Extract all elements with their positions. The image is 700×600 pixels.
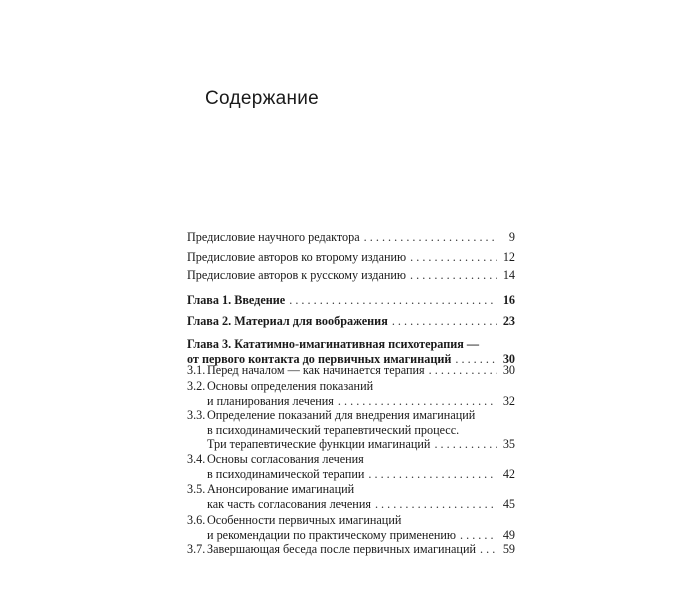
toc-entry-line (187, 379, 515, 394)
toc-entry-line (187, 394, 515, 409)
toc-dot-leader (364, 230, 497, 245)
toc-entry-title: Особенности первичных имагинаций (207, 513, 402, 527)
toc-page-number: 12 (502, 250, 515, 264)
toc-entry-title: Предисловие авторов ко второму изданию (187, 250, 407, 264)
toc-entry-line (187, 513, 515, 528)
toc-page-number: 23 (502, 314, 515, 328)
toc-dot-leader (338, 394, 497, 409)
toc-entry-line (187, 230, 515, 245)
toc-entry-title: Основы определения показаний (207, 379, 374, 393)
toc-dot-leader (368, 467, 497, 482)
toc-entry-title: Предисловие научного редактора (187, 230, 360, 244)
toc-entry (187, 452, 515, 481)
toc-entry-line (187, 497, 515, 512)
toc-entry (187, 542, 515, 557)
toc-dot-leader (410, 250, 497, 265)
toc-entry-title: от первого контакта до первичных имагинаций (187, 351, 452, 366)
toc-page-number: 35 (502, 437, 515, 451)
toc-page-number: 42 (502, 466, 515, 481)
toc-entry-line (187, 337, 515, 352)
toc-entry (187, 314, 515, 329)
toc-entry-line (187, 314, 515, 329)
toc-heading: Содержание (205, 88, 320, 109)
toc-entry-title: в психодинамический терапевтический процесс. (207, 422, 460, 437)
toc-entry-title: Глава 2. Материал для воображения (187, 314, 388, 328)
toc-entry (187, 513, 515, 542)
toc-entry-title: Глава 1. Введение (187, 293, 286, 307)
toc-page-number: 9 (508, 230, 515, 244)
toc-entry-line (187, 363, 515, 378)
toc-entry-line (187, 482, 515, 497)
toc-entry-line (187, 528, 515, 543)
toc-entry-line (187, 268, 515, 283)
toc-entry (187, 337, 515, 366)
toc-entry-number: 3.5. (187, 482, 206, 496)
toc-page-number: 30 (502, 363, 515, 377)
toc-entry-line (187, 423, 515, 438)
toc-entry (187, 363, 515, 378)
toc-entry-number: 3.3. (187, 408, 206, 422)
toc-page-number: 49 (502, 527, 515, 542)
toc-dot-leader (434, 437, 497, 452)
toc-entry-title: Три терапевтические функции имагинаций (207, 437, 431, 451)
toc-entry-number: 3.2. (187, 379, 206, 393)
toc-dot-leader (289, 293, 497, 308)
toc-entry (187, 482, 515, 511)
toc-page-number: 59 (502, 542, 515, 556)
toc-entry-title: Анонсирование имагинаций (207, 482, 355, 496)
toc-entry-title: и рекомендации по практическому применению (207, 527, 457, 542)
toc-entry (187, 268, 515, 283)
toc-entry-line (187, 293, 515, 308)
toc-entry (187, 230, 515, 245)
toc-entry-title: в психодинамической терапии (207, 466, 365, 481)
toc-entry-title: и планирования лечения (207, 393, 334, 408)
toc-entry-title: Перед началом — как начинается терапия (207, 363, 425, 377)
toc-entry-title: Глава 3. Кататимно-имагинативная психотерапия — (187, 337, 480, 351)
toc-entry-line (187, 452, 515, 467)
toc-entry-number: 3.1. (187, 363, 206, 377)
toc-dot-leader (480, 542, 497, 557)
toc-entry-line (187, 437, 515, 452)
toc-dot-leader (410, 268, 497, 283)
toc-dot-leader (392, 314, 497, 329)
toc-dot-leader (375, 497, 497, 512)
toc-entry-line (187, 467, 515, 482)
toc-page-number: 16 (502, 293, 515, 307)
toc-dot-leader (460, 528, 497, 543)
toc-entry-number: 3.7. (187, 542, 206, 556)
toc-entry-title: Определение показаний для внедрения имагинаций (207, 408, 476, 422)
toc-entry-title: Основы согласования лечения (207, 452, 364, 466)
toc-entry-line (187, 408, 515, 423)
toc-entry-number: 3.6. (187, 513, 206, 527)
toc-entry (187, 408, 515, 452)
toc-dot-leader (429, 363, 497, 378)
toc-entry (187, 293, 515, 308)
toc-page-number: 14 (502, 268, 515, 282)
toc-entry-title: Предисловие авторов к русскому изданию (187, 268, 406, 282)
toc-entry-line (187, 542, 515, 557)
toc-entry-title: Завершающая беседа после первичных имагинаций (207, 542, 476, 556)
toc-page-number: 30 (502, 351, 515, 366)
toc-entry-line (187, 250, 515, 265)
toc-entry-number: 3.4. (187, 452, 206, 466)
toc-entry (187, 379, 515, 408)
toc-page-number: 45 (502, 496, 515, 511)
toc-entry (187, 250, 515, 265)
toc-page-number: 32 (502, 393, 515, 408)
toc-entry-title: как часть согласования лечения (207, 496, 371, 511)
